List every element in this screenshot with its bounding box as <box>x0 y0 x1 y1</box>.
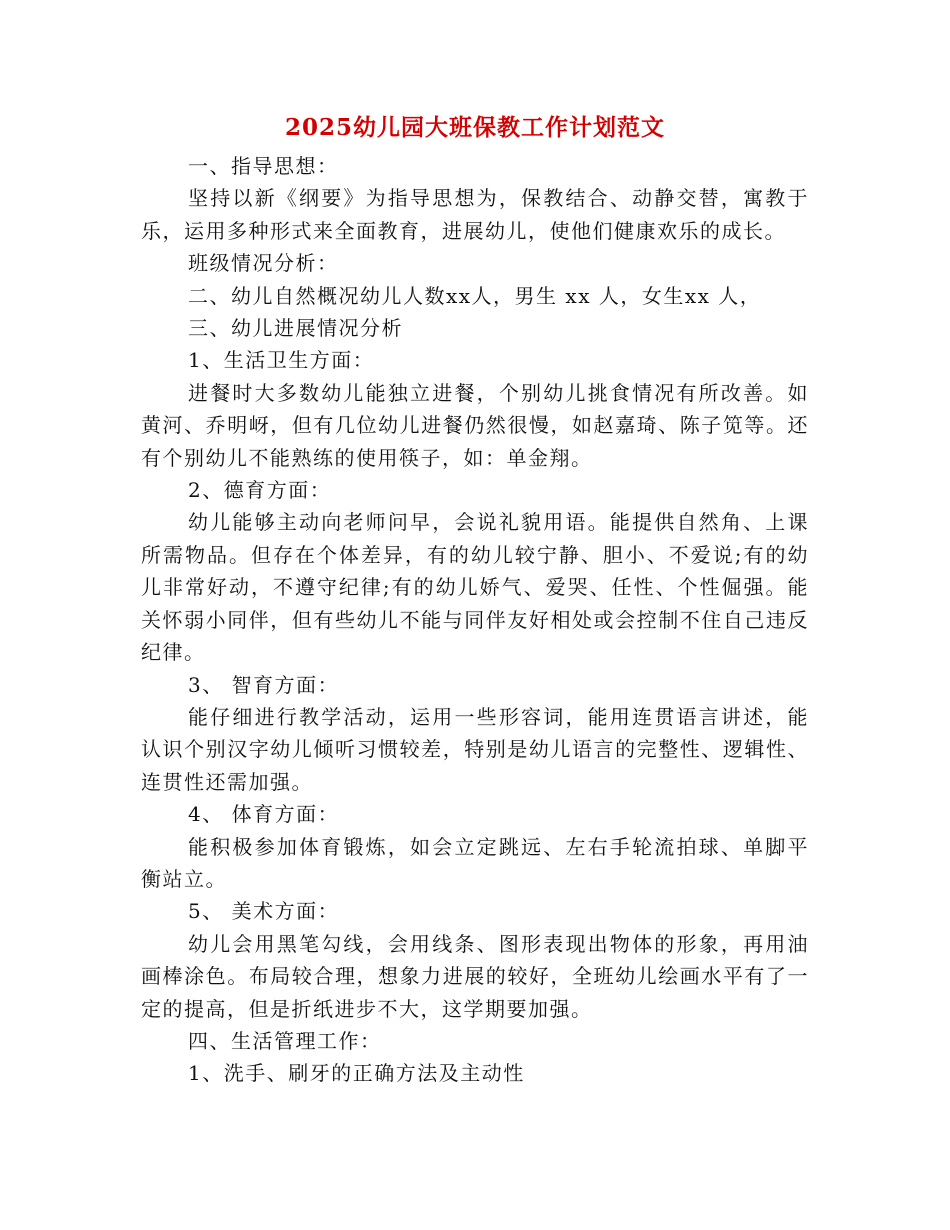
list-item-handwashing: 1、洗手、刷牙的正确方法及主动性 <box>188 1061 525 1086</box>
paragraph-hygiene: 进餐时大多数幼儿能独立进餐，个别幼儿挑食情况有所改善。如黄河、乔明岈，但有几位幼儿进餐仍然很慢，如赵嘉琦、陈子笕等。还有个别幼儿不能熟练的使用筷子，如：单金翔。 <box>141 380 809 470</box>
paragraph-guiding-ideology: 坚持以新《纲要》为指导思想为，保教结合、动静交替，寓教于乐，运用多种形式来全面教育，进展幼儿，使他们健康欢乐的成长。 <box>141 186 809 243</box>
paragraph-child-overview: 二、幼儿自然概况幼儿人数xx人，男生 xx 人，女生xx 人， <box>188 283 762 308</box>
heading-life-management: 四、生活管理工作： <box>188 1028 382 1053</box>
heading-intellectual: 3、 智育方面： <box>188 672 340 697</box>
heading-art: 5、 美术方面： <box>188 899 340 924</box>
document-title: 2025幼儿园大班保教工作计划范文 <box>284 114 665 141</box>
paragraph-intellectual: 能仔细进行教学活动，运用一些形容词，能用连贯语言讲述，能认识个别汉字幼儿倾听习惯较差，特别是幼儿语言的完整性、逻辑性、连贯性还需加强。 <box>141 704 809 794</box>
paragraph-art: 幼儿会用黑笔勾线，会用线条、图形表现出物体的形象，再用油画棒涂色。布局较合理，想象力进展的较好，全班幼儿绘画水平有了一定的提高，但是折纸进步不大，这学期要加强。 <box>141 931 809 1021</box>
paragraph-moral: 幼儿能够主动向老师问早，会说礼貌用语。能提供自然角、上课所需物品。但存在个体差异，有的幼儿较宁静、胆小、不爱说;有的幼儿非常好动，不遵守纪律;有的幼儿娇气、爱哭、任性、个性倔强。能关怀弱小同伴，但有些幼儿不能与同伴友好相处或会控制不住自己违反纪律。 <box>141 510 809 665</box>
heading-moral: 2、德育方面： <box>188 478 332 503</box>
heading-development-analysis: 三、幼儿进展情况分析 <box>188 316 403 341</box>
document-body <box>141 150 809 1090</box>
paragraph-physical: 能积极参加体育锻炼，如会立定跳远、左右手轮流拍球、单脚平衡站立。 <box>141 834 809 891</box>
heading-guiding-ideology: 一、指导思想： <box>188 154 339 178</box>
heading-class-analysis: 班级情况分析： <box>188 251 339 276</box>
heading-physical: 4、 体育方面： <box>188 802 340 827</box>
heading-hygiene: 1、生活卫生方面： <box>188 348 375 373</box>
